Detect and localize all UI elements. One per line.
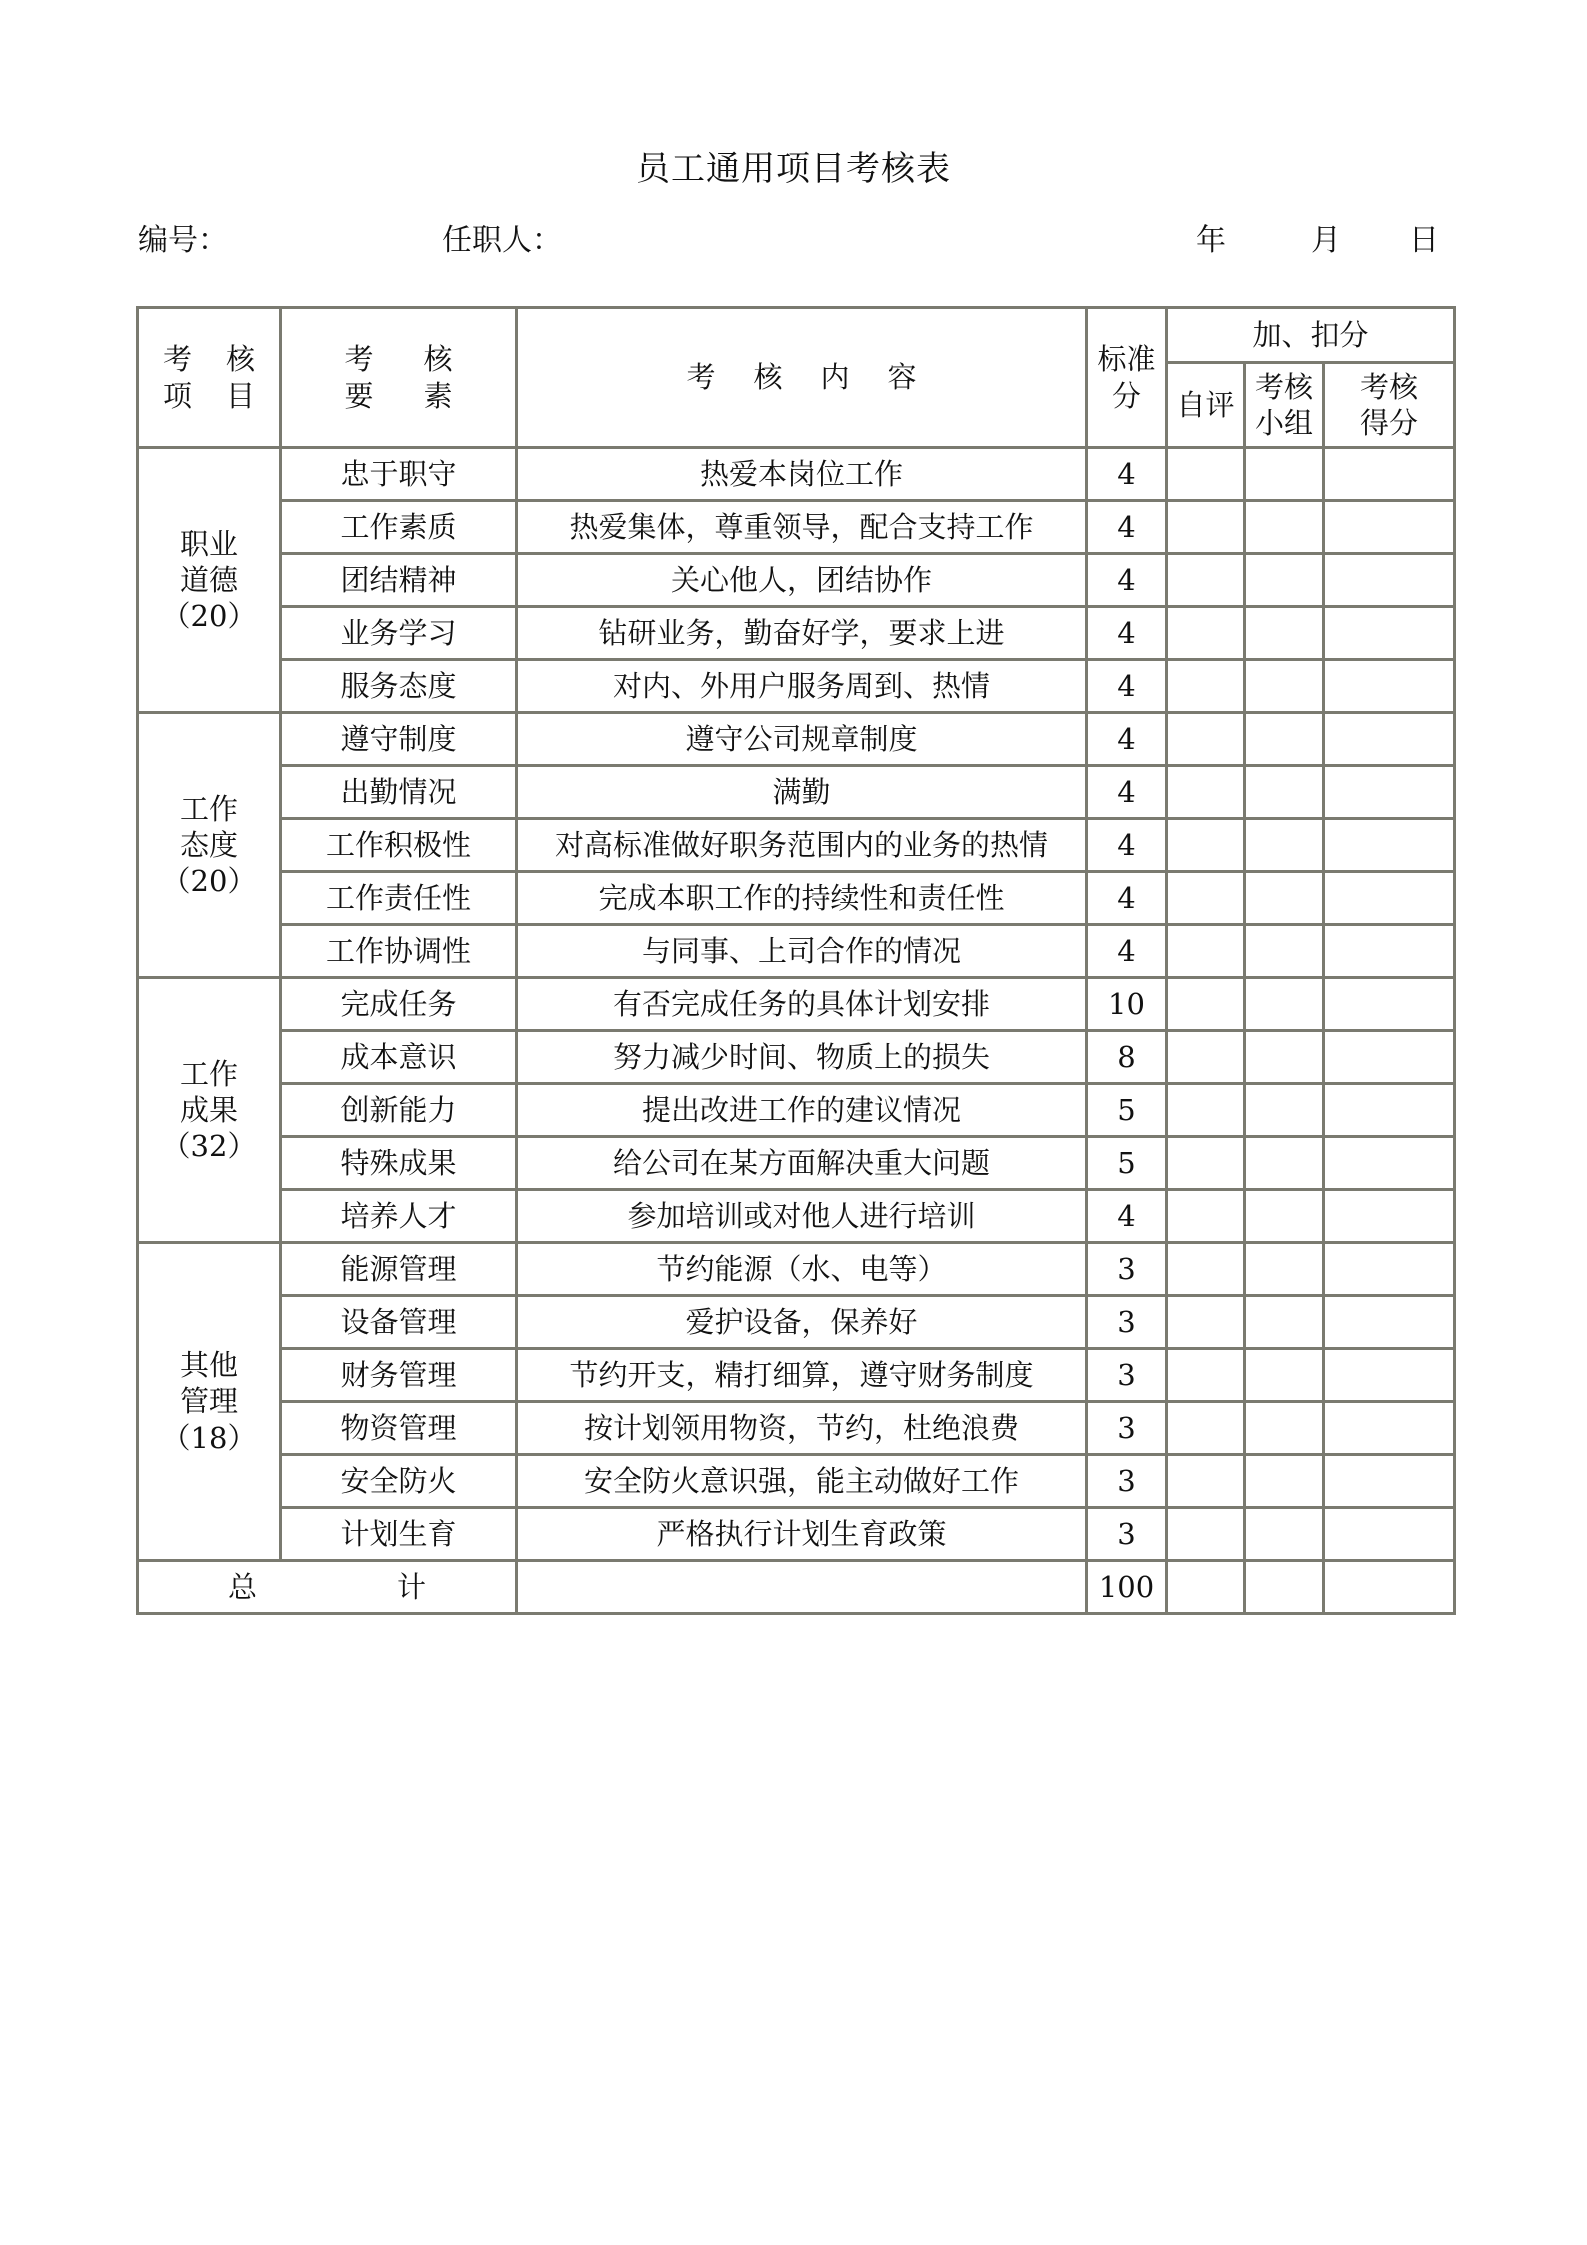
- final-score-cell[interactable]: [1324, 872, 1455, 925]
- panel-cell[interactable]: [1245, 607, 1324, 660]
- person-label: 任职人：: [442, 223, 562, 258]
- content-cell: 节约开支，精打细算，遵守财务制度: [517, 1349, 1087, 1402]
- panel-cell[interactable]: [1245, 819, 1324, 872]
- final-score-cell[interactable]: [1324, 501, 1455, 554]
- element-cell: 安全防火: [281, 1455, 517, 1508]
- panel-cell[interactable]: [1245, 1190, 1324, 1243]
- final-score-cell[interactable]: [1324, 1296, 1455, 1349]
- panel-cell[interactable]: [1245, 872, 1324, 925]
- final-score-cell[interactable]: [1324, 1349, 1455, 1402]
- table-row: [138, 1349, 1455, 1402]
- month-label: 月: [1311, 223, 1341, 258]
- final-score-cell[interactable]: [1324, 448, 1455, 501]
- element-cell: 忠于职守: [281, 448, 517, 501]
- table-row: [138, 1031, 1455, 1084]
- category-name-line2: 道德: [179, 562, 238, 597]
- panel-cell[interactable]: [1245, 1084, 1324, 1137]
- element-cell: 业务学习: [281, 607, 517, 660]
- panel-cell[interactable]: [1245, 660, 1324, 713]
- element-cell: 完成任务: [281, 978, 517, 1031]
- header-panel-line1: 考核: [1254, 369, 1313, 404]
- table-row: [138, 925, 1455, 978]
- standard-score-cell: 4: [1087, 660, 1167, 713]
- standard-score-cell: 4: [1087, 448, 1167, 501]
- standard-score-cell: 4: [1087, 1190, 1167, 1243]
- self-eval-cell[interactable]: [1167, 925, 1245, 978]
- header-self-eval: 自评: [1167, 363, 1245, 448]
- panel-cell[interactable]: [1245, 766, 1324, 819]
- final-score-cell[interactable]: [1324, 1508, 1455, 1561]
- panel-cell[interactable]: [1245, 1455, 1324, 1508]
- category-cell: [138, 713, 281, 978]
- element-cell: 遵守制度: [281, 713, 517, 766]
- final-score-cell[interactable]: [1324, 713, 1455, 766]
- content-cell: 严格执行计划生育政策: [517, 1508, 1087, 1561]
- table-row: [138, 978, 1455, 1031]
- content-cell: 参加培训或对他人进行培训: [517, 1190, 1087, 1243]
- header-final-line1: 考核: [1359, 369, 1418, 404]
- total-label: 总计: [227, 1569, 566, 1604]
- category-name-line1: 其他: [179, 1348, 238, 1383]
- element-cell: 工作素质: [281, 501, 517, 554]
- header-content: [517, 308, 1087, 448]
- element-cell: 团结精神: [281, 554, 517, 607]
- self-eval-cell[interactable]: [1167, 1031, 1245, 1084]
- element-cell: 计划生育: [281, 1508, 517, 1561]
- category-name-line1: 职业: [179, 526, 238, 561]
- final-score-cell[interactable]: [1324, 607, 1455, 660]
- content-cell: 按计划领用物资，节约，杜绝浪费: [517, 1402, 1087, 1455]
- standard-score-cell: 8: [1087, 1031, 1167, 1084]
- content-cell: 遵守公司规章制度: [517, 713, 1087, 766]
- final-score-cell[interactable]: [1324, 819, 1455, 872]
- element-cell: 服务态度: [281, 660, 517, 713]
- header-final-score: [1324, 363, 1455, 448]
- table-row: [138, 554, 1455, 607]
- element-cell: 工作积极性: [281, 819, 517, 872]
- self-eval-cell[interactable]: [1167, 766, 1245, 819]
- panel-cell[interactable]: [1245, 978, 1324, 1031]
- total-self-eval-cell[interactable]: [1167, 1561, 1245, 1614]
- self-eval-cell[interactable]: [1167, 554, 1245, 607]
- table-row: [138, 1508, 1455, 1561]
- content-cell: 有否完成任务的具体计划安排: [517, 978, 1087, 1031]
- header-panel: [1245, 363, 1324, 448]
- total-content-cell: [517, 1561, 1087, 1614]
- final-score-cell[interactable]: [1324, 1031, 1455, 1084]
- category-name-line1: 工作: [179, 791, 238, 826]
- self-eval-cell[interactable]: [1167, 1402, 1245, 1455]
- self-eval-cell[interactable]: [1167, 1455, 1245, 1508]
- content-cell: 热爱集体，尊重领导，配合支持工作: [517, 501, 1087, 554]
- content-cell: 提出改进工作的建议情况: [517, 1084, 1087, 1137]
- header-standard: [1087, 308, 1167, 448]
- self-eval-cell[interactable]: [1167, 819, 1245, 872]
- element-cell: 特殊成果: [281, 1137, 517, 1190]
- page-title: 员工通用项目考核表: [636, 149, 951, 189]
- final-score-cell[interactable]: [1324, 554, 1455, 607]
- content-cell: 关心他人，团结协作: [517, 554, 1087, 607]
- header-final-line2: 得分: [1359, 406, 1418, 440]
- panel-cell[interactable]: [1245, 1349, 1324, 1402]
- panel-cell[interactable]: [1245, 1137, 1324, 1190]
- self-eval-cell[interactable]: [1167, 1296, 1245, 1349]
- table-body: [138, 448, 1455, 1614]
- standard-score-cell: 3: [1087, 1455, 1167, 1508]
- table-row: [138, 766, 1455, 819]
- standard-score-cell: 4: [1087, 501, 1167, 554]
- self-eval-cell[interactable]: [1167, 1190, 1245, 1243]
- content-cell: 完成本职工作的持续性和责任性: [517, 872, 1087, 925]
- final-score-cell[interactable]: [1324, 1455, 1455, 1508]
- final-score-cell[interactable]: [1324, 1137, 1455, 1190]
- panel-cell[interactable]: [1245, 501, 1324, 554]
- panel-cell[interactable]: [1245, 1031, 1324, 1084]
- self-eval-cell[interactable]: [1167, 978, 1245, 1031]
- header-element: [281, 308, 517, 448]
- element-cell: 工作责任性: [281, 872, 517, 925]
- final-score-cell[interactable]: [1324, 660, 1455, 713]
- self-eval-cell[interactable]: [1167, 1508, 1245, 1561]
- final-score-cell[interactable]: [1324, 766, 1455, 819]
- table-row: [138, 819, 1455, 872]
- final-score-cell[interactable]: [1324, 1190, 1455, 1243]
- self-eval-cell[interactable]: [1167, 660, 1245, 713]
- self-eval-cell[interactable]: [1167, 448, 1245, 501]
- header-item: [138, 308, 289, 448]
- table-row: [138, 1455, 1455, 1508]
- standard-score-cell: 4: [1087, 713, 1167, 766]
- standard-score-cell: 4: [1087, 766, 1167, 819]
- table-row: [138, 1296, 1455, 1349]
- element-cell: 成本意识: [281, 1031, 517, 1084]
- header-content-label: 考核内容: [686, 360, 955, 395]
- header-item-line1: 考核: [162, 342, 289, 377]
- element-cell: 培养人才: [281, 1190, 517, 1243]
- standard-score-cell: 4: [1087, 554, 1167, 607]
- day-label: 日: [1409, 223, 1439, 258]
- content-cell: 节约能源（水、电等）: [517, 1243, 1087, 1296]
- self-eval-cell[interactable]: [1167, 1084, 1245, 1137]
- panel-cell[interactable]: [1245, 448, 1324, 501]
- total-final-score-cell[interactable]: [1324, 1561, 1455, 1614]
- header-row-1: [138, 308, 1455, 363]
- self-eval-cell[interactable]: [1167, 872, 1245, 925]
- table-row: [138, 1402, 1455, 1455]
- final-score-cell[interactable]: [1324, 1402, 1455, 1455]
- number-label: 编号：: [138, 223, 228, 258]
- category-weight: （32）: [161, 1129, 257, 1164]
- content-cell: 对高标准做好职务范围内的业务的热情: [517, 819, 1087, 872]
- panel-cell[interactable]: [1245, 554, 1324, 607]
- final-score-cell[interactable]: [1324, 1243, 1455, 1296]
- table-row: [138, 1137, 1455, 1190]
- header-standard-line2: 分: [1111, 378, 1141, 413]
- content-cell: 与同事、上司合作的情况: [517, 925, 1087, 978]
- standard-score-cell: 5: [1087, 1137, 1167, 1190]
- panel-cell[interactable]: [1245, 1508, 1324, 1561]
- table-row: [138, 501, 1455, 554]
- category-cell: [138, 1243, 281, 1561]
- standard-score-cell: 4: [1087, 872, 1167, 925]
- panel-cell[interactable]: [1245, 1402, 1324, 1455]
- element-cell: 设备管理: [281, 1296, 517, 1349]
- content-cell: 安全防火意识强，能主动做好工作: [517, 1455, 1087, 1508]
- element-cell: 财务管理: [281, 1349, 517, 1402]
- standard-score-cell: 3: [1087, 1349, 1167, 1402]
- standard-score-cell: 3: [1087, 1296, 1167, 1349]
- content-cell: 对内、外用户服务周到、热情: [517, 660, 1087, 713]
- content-cell: 钻研业务，勤奋好学，要求上进: [517, 607, 1087, 660]
- element-cell: 创新能力: [281, 1084, 517, 1137]
- final-score-cell[interactable]: [1324, 1084, 1455, 1137]
- table-row: [138, 713, 1455, 766]
- standard-score-cell: 3: [1087, 1402, 1167, 1455]
- table-row: [138, 607, 1455, 660]
- content-cell: 努力减少时间、物质上的损失: [517, 1031, 1087, 1084]
- content-cell: 给公司在某方面解决重大问题: [517, 1137, 1087, 1190]
- header-element-line1: 考核: [344, 342, 503, 377]
- standard-score-cell: 3: [1087, 1508, 1167, 1561]
- self-eval-cell[interactable]: [1167, 501, 1245, 554]
- standard-score-cell: 3: [1087, 1243, 1167, 1296]
- category-name-line2: 管理: [179, 1384, 238, 1419]
- category-name-line1: 工作: [179, 1056, 238, 1091]
- standard-score-cell: 4: [1087, 925, 1167, 978]
- category-weight: （20）: [161, 599, 257, 634]
- category-name-line2: 成果: [179, 1092, 238, 1127]
- standard-score-cell: 4: [1087, 819, 1167, 872]
- table-row: [138, 448, 1455, 501]
- category-cell: [138, 448, 281, 713]
- content-cell: 爱护设备，保养好: [517, 1296, 1087, 1349]
- element-cell: 能源管理: [281, 1243, 517, 1296]
- self-eval-cell[interactable]: [1167, 607, 1245, 660]
- table-row: [138, 660, 1455, 713]
- panel-cell[interactable]: [1245, 1243, 1324, 1296]
- header-adjust-group: 加、扣分: [1167, 308, 1455, 363]
- year-label: 年: [1196, 223, 1226, 258]
- total-row: [138, 1561, 1455, 1614]
- table-row: [138, 1084, 1455, 1137]
- standard-score-cell: 10: [1087, 978, 1167, 1031]
- header-standard-line1: 标准: [1097, 342, 1156, 377]
- self-eval-cell[interactable]: [1167, 1137, 1245, 1190]
- final-score-cell[interactable]: [1324, 978, 1455, 1031]
- evaluation-table: [136, 306, 1456, 1615]
- category-weight: （18）: [161, 1420, 257, 1455]
- standard-score-cell: 5: [1087, 1084, 1167, 1137]
- element-cell: 物资管理: [281, 1402, 517, 1455]
- self-eval-cell[interactable]: [1167, 1349, 1245, 1402]
- final-score-cell[interactable]: [1324, 925, 1455, 978]
- self-eval-cell[interactable]: [1167, 713, 1245, 766]
- panel-cell[interactable]: [1245, 713, 1324, 766]
- category-weight: （20）: [161, 864, 257, 899]
- panel-cell[interactable]: [1245, 1296, 1324, 1349]
- table-row: [138, 1190, 1455, 1243]
- header-item-line2: 项目: [162, 378, 289, 413]
- standard-score-cell: 4: [1087, 607, 1167, 660]
- header-panel-line2: 小组: [1254, 406, 1313, 440]
- element-cell: 出勤情况: [281, 766, 517, 819]
- category-name-line2: 态度: [179, 827, 238, 862]
- category-cell: [138, 978, 281, 1243]
- total-panel-cell[interactable]: [1245, 1561, 1324, 1614]
- panel-cell[interactable]: [1245, 925, 1324, 978]
- element-cell: 工作协调性: [281, 925, 517, 978]
- total-standard-score: 100: [1087, 1561, 1167, 1614]
- total-label-cell: [138, 1561, 566, 1614]
- table-row: [138, 872, 1455, 925]
- header-element-line2: 要素: [344, 378, 503, 413]
- content-cell: 热爱本岗位工作: [517, 448, 1087, 501]
- self-eval-cell[interactable]: [1167, 1243, 1245, 1296]
- content-cell: 满勤: [517, 766, 1087, 819]
- table-row: [138, 1243, 1455, 1296]
